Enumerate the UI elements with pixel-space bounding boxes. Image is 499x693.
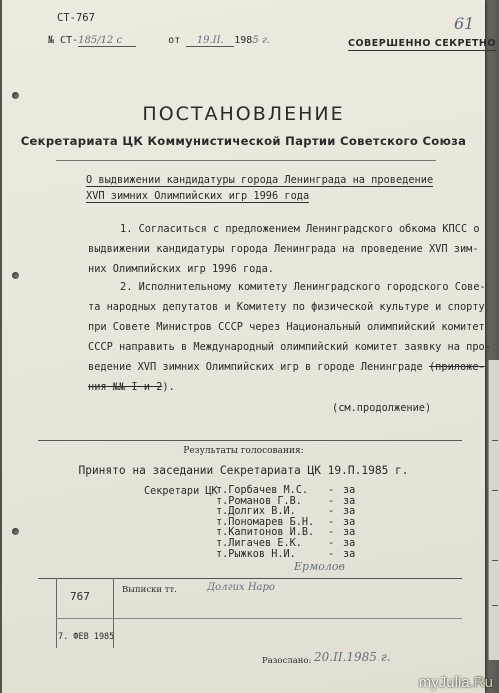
divider <box>38 440 462 441</box>
wall-panel <box>488 360 499 660</box>
member-dashes <box>328 486 334 560</box>
member-name: т.Пономарев Б.Н. <box>216 516 315 528</box>
subject <box>86 172 433 204</box>
subject-line: ХVП зимних Олимпийских игр 1996 года <box>86 190 310 202</box>
paragraph-line: них Олимпийских игр 1996 года. <box>88 263 274 275</box>
vote-value: за <box>343 485 356 496</box>
vote-dash: - <box>328 495 335 507</box>
box-number: 767 <box>70 590 90 603</box>
sent-date: 20.II.1985 г. <box>314 650 391 664</box>
punch-hole <box>12 92 19 99</box>
classification-label: СОВЕРШЕННО СЕКРЕТНО <box>348 38 496 49</box>
member-name: т.Капитонов И.В. <box>216 527 315 539</box>
registration-row <box>48 35 270 47</box>
member-votes <box>343 486 355 560</box>
watermark-text: myJulia <box>418 674 470 691</box>
voting-results-label: Результаты голосования: <box>183 446 304 456</box>
registration-date: 19.II. <box>186 35 234 47</box>
paragraph-line: 2. Исполнительному комитету Ленинградского городского Сове- <box>120 281 486 293</box>
subject-line: О выдвижении кандидатуры города Ленинграда на проведение <box>86 174 434 186</box>
member-name: т.Рыжков Н.И. <box>216 548 296 560</box>
document-title: ПОСТАНОВЛЕНИЕ <box>142 103 345 125</box>
paragraph-1 <box>88 219 480 279</box>
divider <box>56 160 436 161</box>
struck-text: ния №№ I и 2 <box>88 381 163 393</box>
page-number: 61 <box>454 14 475 33</box>
extracts-names: Долгих Наро <box>207 582 275 593</box>
member-name: т.Долгих В.И. <box>216 506 296 518</box>
vote-value: за <box>343 537 356 549</box>
registration-number: 185/12 с <box>78 35 136 47</box>
vote-dash: - <box>328 548 335 560</box>
watermark <box>419 674 493 691</box>
signature: Ермолов <box>294 560 345 573</box>
punch-hole <box>12 272 19 279</box>
paragraph-2 <box>88 277 491 397</box>
member-name: т.Лигачев Е.К. <box>216 537 302 549</box>
paragraph-end: ). <box>162 381 175 393</box>
struck-text: (приложе- <box>428 361 485 373</box>
stamp-date: 7. ФЕВ 1985 <box>58 632 115 642</box>
paragraph-line: та народных депутатов и Комитету по физической культуре и спорту <box>88 301 485 313</box>
vote-value: за <box>343 527 356 539</box>
vote-dash: - <box>328 527 335 539</box>
vote-dash: - <box>328 485 335 496</box>
from-label: от <box>168 35 181 46</box>
vote-value: за <box>343 495 356 507</box>
extracts-label: Выписки тт. <box>122 585 177 595</box>
sheet-number: СТ-767 <box>57 12 95 24</box>
continued-note: (см.продолжение) <box>332 402 432 414</box>
vote-dash: - <box>328 516 335 528</box>
member-name: т.Романов Г.В. <box>216 495 302 507</box>
document-subtitle: Секретариата ЦК Коммунистической Партии Советского Союза <box>20 134 467 148</box>
watermark-suffix: .Ru <box>469 674 493 691</box>
divider <box>56 618 462 619</box>
secretaries-label: Секретари ЦК <box>144 486 218 497</box>
paragraph-line: СССР направить в Международный олимпийский комитет заявку на про- <box>88 341 491 353</box>
paragraph-line: выдвижении кандидатуры города Ленинграда на проведение ХVП зим- <box>88 243 479 255</box>
vote-value: за <box>343 506 356 518</box>
adopted-line: Принято на заседании Секретариата ЦК 19.П.1985 г. <box>78 464 409 477</box>
paragraph-line: 1. Согласиться с предложением Ленинградского обкома КПСС о <box>120 223 480 235</box>
paragraph-line: при Совете Министров СССР через Национальный олимпийский комитет <box>88 321 485 333</box>
vote-dash: - <box>328 506 335 518</box>
paragraph-line: ведение ХVП зимних Олимпийских игр в городе Ленинграде <box>88 361 423 373</box>
vote-value: за <box>343 516 356 528</box>
document-page <box>2 0 496 693</box>
year-prefix: 198 <box>234 35 253 46</box>
vote-dash: - <box>328 537 335 549</box>
vote-value: за <box>343 548 356 560</box>
punch-hole <box>12 528 19 535</box>
member-name: т.Горбачев М.С. <box>216 485 309 496</box>
members-list <box>216 486 314 560</box>
year-suffix: 5 г. <box>252 35 271 46</box>
registration-prefix: № СТ- <box>48 35 79 46</box>
sent-label: Разослано: <box>262 656 312 666</box>
